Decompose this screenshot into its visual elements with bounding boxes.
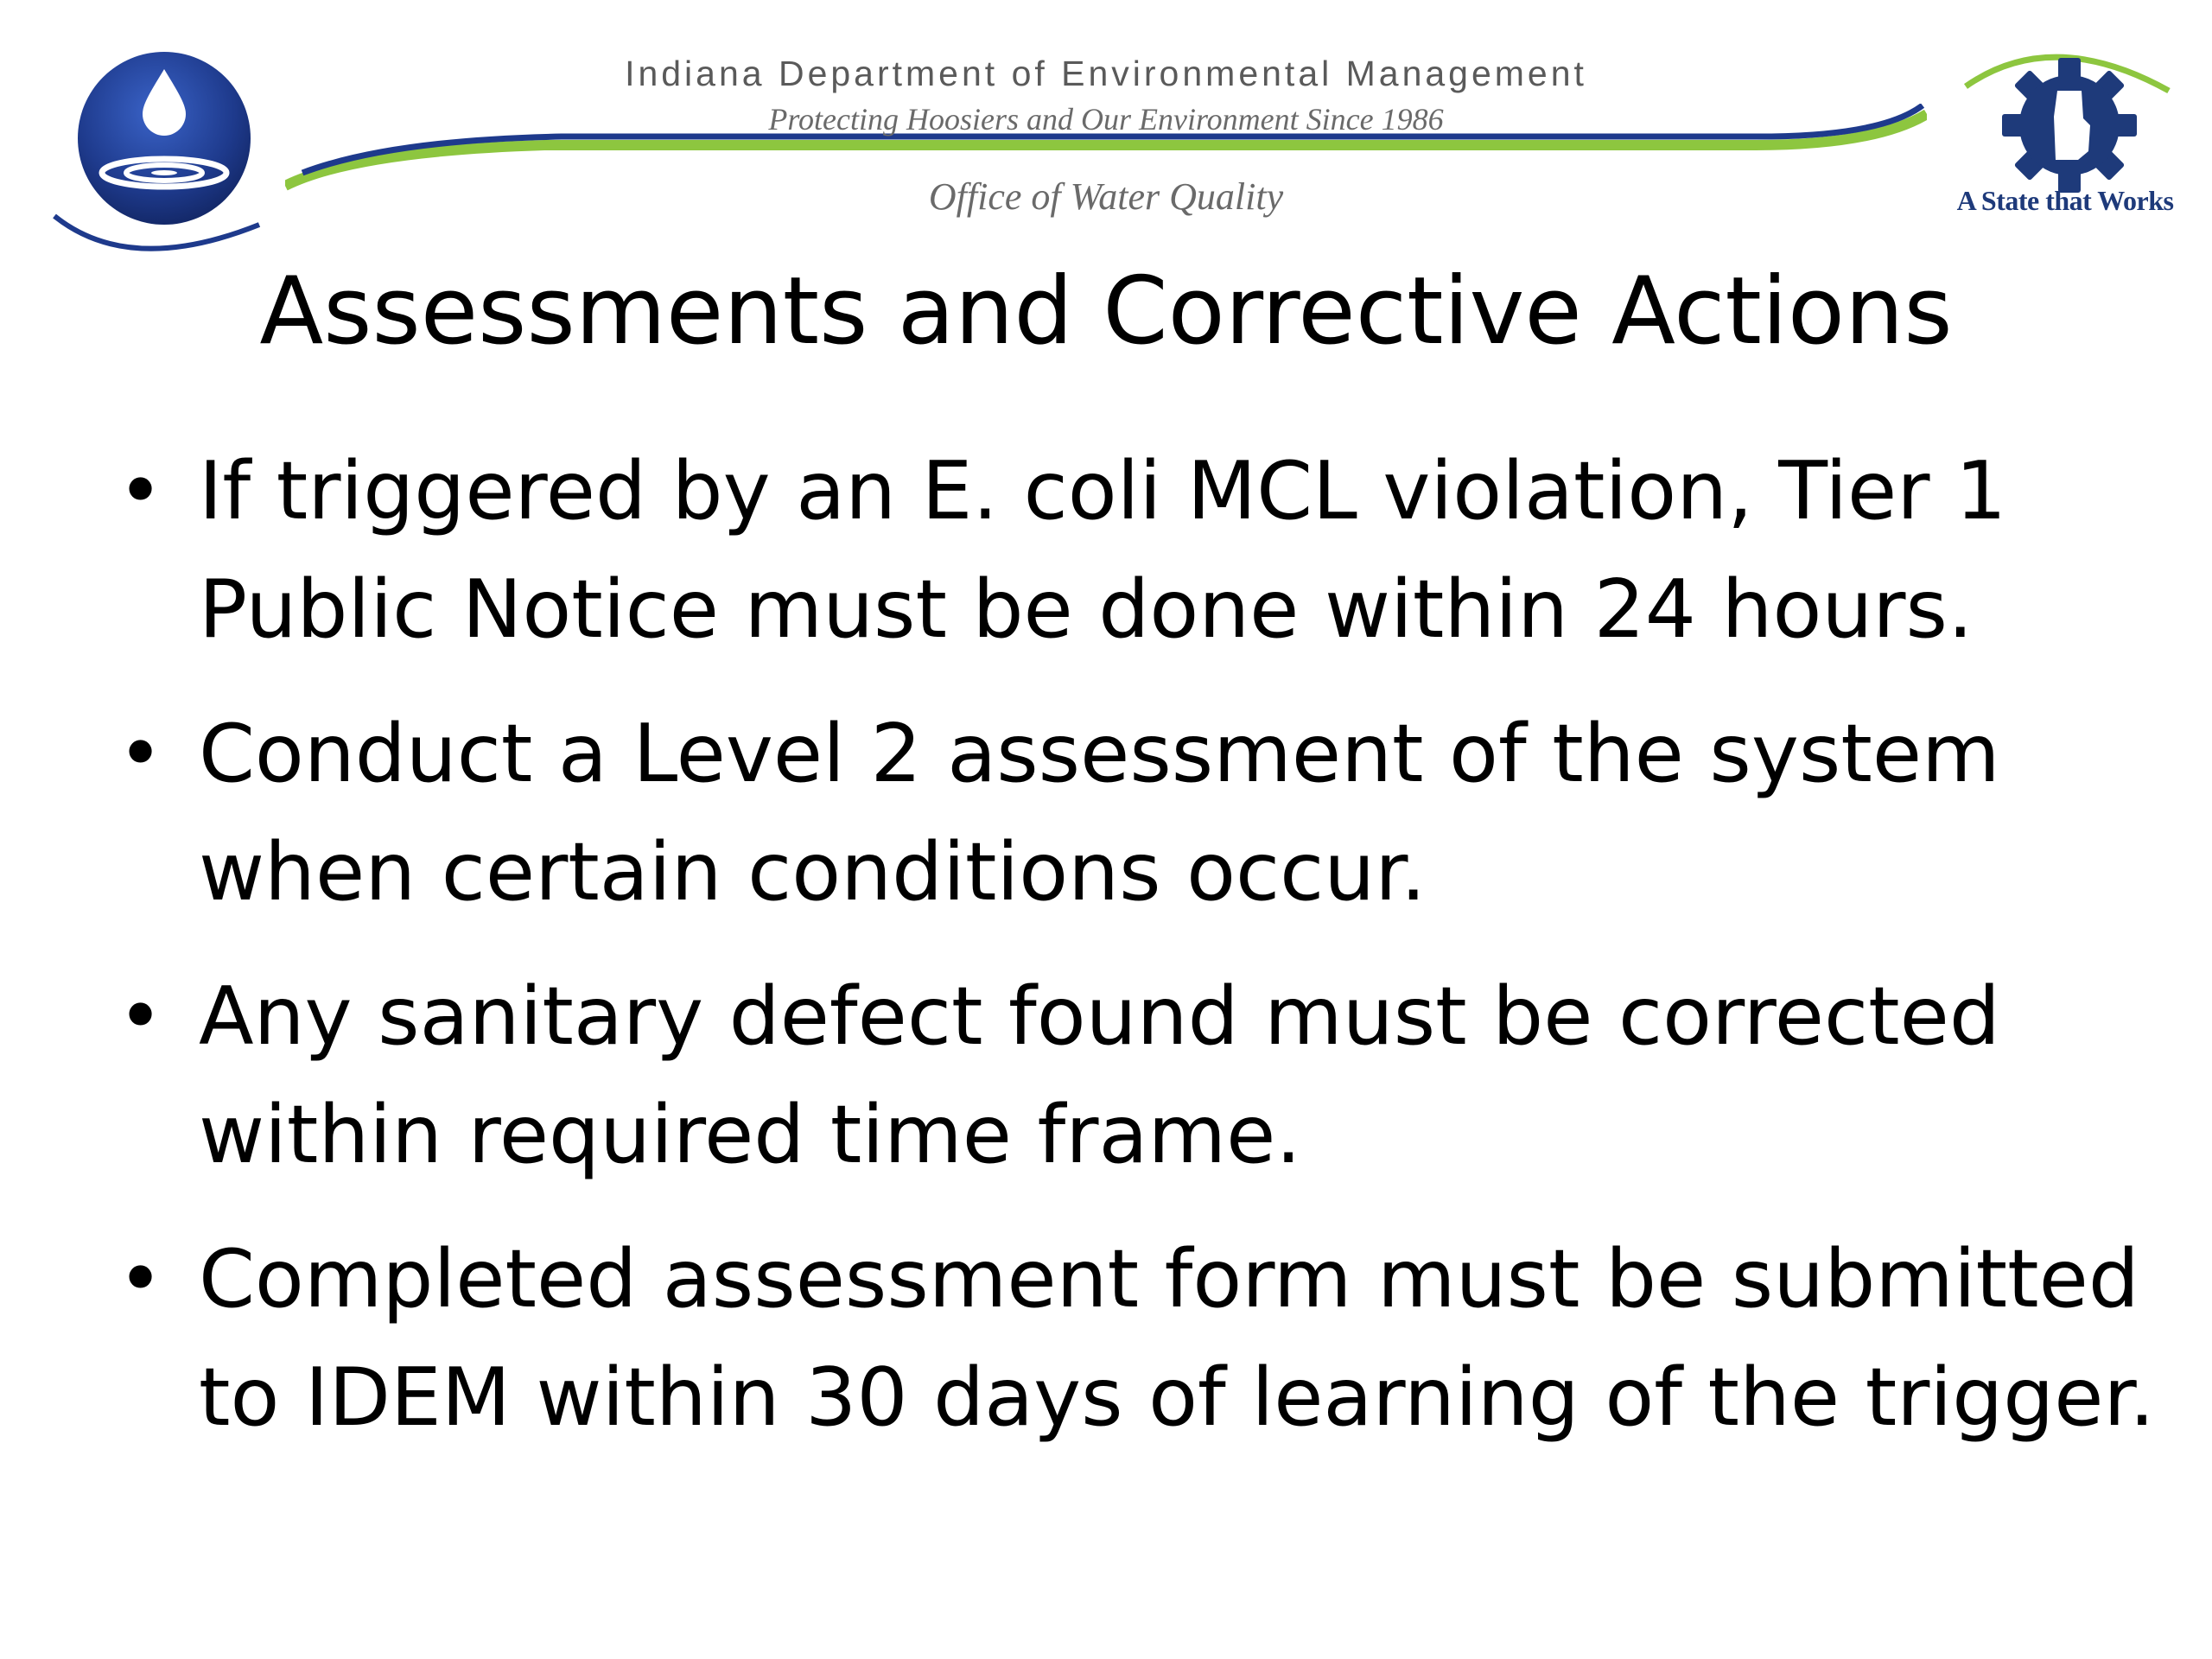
bullet-text: Completed assessment form must be submitted to IDEM within 30 days of learning of the trigger. [199, 1232, 2155, 1444]
bullet-text: Conduct a Level 2 assessment of the system when certain conditions occur. [199, 707, 2000, 918]
slide-title: Assessments and Corrective Actions [259, 257, 1953, 365]
bullet-dot-icon: • [118, 709, 164, 799]
bullet-text: If triggered by an E. coli MCL violation, Tier 1 Public Notice must be done within 24 hours. [199, 444, 2007, 656]
agency-tagline: Protecting Hoosiers and Our Environment Since 1986 [768, 102, 1444, 137]
agency-name: Indiana Department of Environmental Management [625, 54, 1587, 93]
office-name: Office of Water Quality [928, 175, 1284, 218]
bullet-item [112, 957, 2169, 1194]
bullet-item [112, 1220, 2169, 1457]
bullet-list [112, 432, 2169, 1483]
state-tagline: A State that Works [1956, 185, 2174, 216]
bullet-text: Any sanitary defect found must be corrected within required time frame. [199, 969, 2000, 1181]
bullet-dot-icon: • [118, 1234, 164, 1325]
slide-header [0, 0, 2212, 268]
bullet-dot-icon: • [118, 971, 164, 1062]
water-drop-logo-icon [48, 43, 272, 268]
bullet-item [112, 432, 2169, 669]
bullet-dot-icon: • [118, 446, 164, 537]
bullet-item [112, 695, 2169, 931]
